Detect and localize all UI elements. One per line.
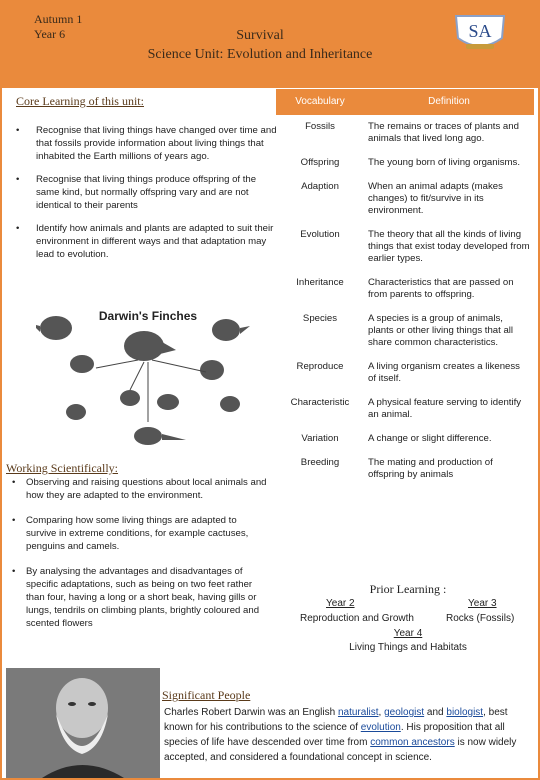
title-line-2: Science Unit: Evolution and Inheritance — [147, 47, 373, 62]
vocabulary-table — [276, 89, 534, 487]
link-evolution[interactable]: evolution — [360, 722, 401, 733]
vocab-word: Variation — [301, 433, 339, 444]
vocab-definition: A species is a group of animals, plants or other living things that all share common characteristics. — [368, 313, 514, 348]
darwins-finches-image — [36, 306, 258, 452]
list-item: • Recognise that living things have changed over time and that fossils provide information about living things that inhabited the Earth millions of years ago. — [10, 124, 278, 163]
working-scientifically-list — [10, 476, 268, 642]
vocab-word: Inheritance — [296, 277, 344, 288]
logo-text: SA — [468, 21, 492, 41]
text-segment: is now widely accepted, and considered a foundational concept in science. — [164, 737, 517, 763]
vocab-word: Evolution — [300, 229, 340, 240]
prior-learning-box — [290, 574, 526, 664]
year3-topic: Rocks (Fossils) — [446, 613, 515, 624]
text-segment: Charles Robert Darwin was an English — [164, 707, 338, 718]
table-row — [276, 151, 534, 175]
table-row — [276, 115, 534, 151]
vocab-definition: The theory that all the kinds of living things that exist today developed from earlier types. — [368, 229, 530, 264]
significant-people-heading: Significant People — [162, 688, 251, 702]
vocab-definition: The mating and production of offspring by animals — [368, 457, 493, 480]
vocab-definition: A physical feature serving to identify an animal. — [368, 397, 522, 420]
link-naturalist[interactable]: naturalist — [337, 707, 379, 718]
year2-topic: Reproduction and Growth — [300, 613, 414, 624]
vocab-definition: A change or slight difference. — [368, 433, 492, 444]
vocab-word: Characteristic — [290, 397, 350, 408]
table-row — [276, 451, 534, 487]
table-header-row — [276, 89, 534, 115]
list-item: • By analysing the advantages and disadvantages of specific adaptations, such as being on two feet rather than four, having a long or a short beak, having gills or lungs, tendrils on climbing plants, brightly coloured and scented flowers — [10, 565, 268, 630]
vocab-word: Adaption — [301, 181, 339, 192]
table-row — [276, 223, 534, 271]
prior-learning-heading: Prior Learning : — [369, 582, 447, 596]
list-item: • Recognise that living things produce offspring of the same kind, but normally offspring vary and are not identical to their parents — [10, 173, 278, 212]
year2-label: Year 2 — [326, 598, 355, 609]
year3-label: Year 3 — [468, 598, 497, 609]
vocab-word: Reproduce — [296, 361, 344, 372]
vocab-word: Species — [302, 313, 338, 324]
finch-drawings — [36, 316, 250, 445]
text-segment: . His proposition that all species of life have descended over time from — [164, 722, 505, 748]
term-info — [34, 12, 82, 42]
vocab-definition: A living organism creates a likeness of itself. — [368, 361, 520, 384]
vocab-word: Fossils — [305, 121, 335, 132]
link-geologist[interactable]: geologist — [384, 707, 425, 718]
term-label: Autumn 1 — [34, 12, 83, 26]
vocab-definition: The remains or traces of plants and animals that lived long ago. — [368, 121, 519, 144]
list-item: • Identify how animals and plants are adapted to suit their environment in different ways and that adaptation may lead to evolution. — [10, 222, 278, 261]
table-row — [276, 175, 534, 223]
vocab-definition: When an animal adapts (makes changes) to fit/survive in its environment. — [368, 181, 503, 216]
vocab-definition: The young born of living organisms. — [368, 157, 520, 168]
darwin-portrait — [6, 668, 160, 778]
link-biologist[interactable]: biologist — [446, 707, 484, 718]
table-row — [276, 391, 534, 427]
vocab-word: Breeding — [300, 457, 340, 468]
text-segment: , — [378, 707, 385, 718]
year-label: Year 6 — [34, 27, 66, 41]
text-segment: , best known for his contributions to the science of — [164, 707, 508, 733]
list-item: • Comparing how some living things are adapted to survive in extreme conditions, for example cactuses, penguins and camels. — [10, 514, 268, 553]
vocab-definition: Characteristics that are passed on from parents to offspring. — [368, 277, 514, 300]
vocab-word: Offspring — [300, 157, 340, 168]
list-item: • Observing and raising questions about local animals and how they are adapted to the environment. — [10, 476, 268, 502]
table-row — [276, 271, 534, 307]
text-segment: and — [424, 707, 447, 718]
school-logo — [452, 10, 508, 54]
definition-column-header: Definition — [364, 89, 534, 115]
page-title — [100, 26, 420, 64]
vocabulary-column-header: Vocabulary — [276, 89, 364, 115]
significant-people-text — [164, 705, 524, 765]
core-learning-heading: Core Learning of this unit: — [16, 94, 144, 108]
year4-label: Year 4 — [393, 628, 423, 639]
working-scientifically-heading: Working Scientifically: — [6, 461, 119, 475]
table-row — [276, 427, 534, 451]
table-row — [276, 307, 534, 355]
title-line-1: Survival — [236, 28, 284, 43]
finches-title: Darwin's Finches — [98, 309, 198, 323]
year4-topic: Living Things and Habitats — [349, 642, 467, 653]
core-learning-list — [10, 124, 278, 271]
link-common-ancestors[interactable]: common ancestors — [370, 737, 455, 748]
table-row — [276, 355, 534, 391]
